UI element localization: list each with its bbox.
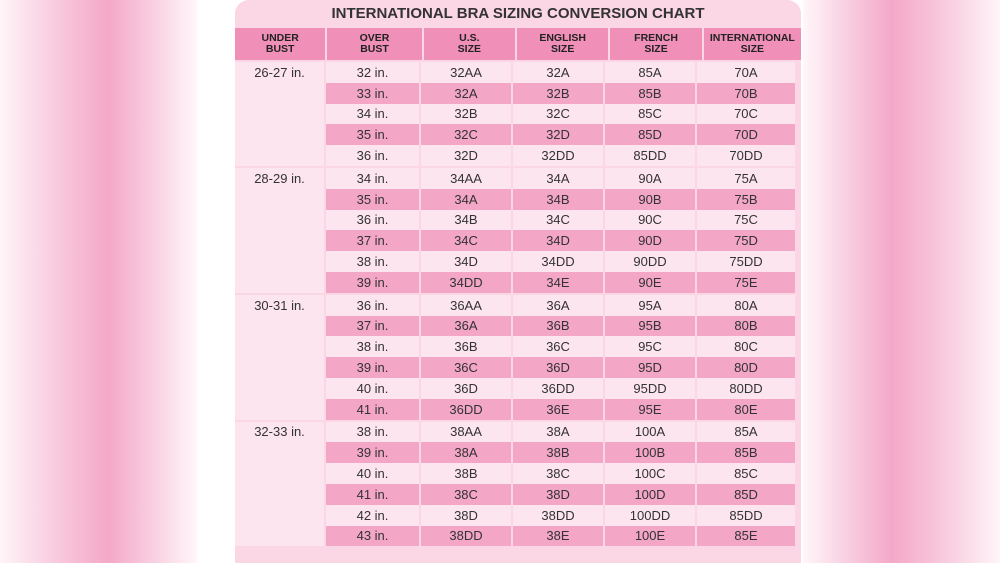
english-size-cell: 38B bbox=[513, 442, 605, 463]
header-line: UNDER bbox=[261, 32, 299, 44]
header-line: SIZE bbox=[740, 43, 765, 55]
french-size-cell: 95D bbox=[605, 357, 697, 378]
english-size-cell: 34DD bbox=[513, 251, 605, 272]
size-group bbox=[235, 62, 801, 166]
background-right bbox=[803, 0, 1000, 563]
english-size-cell: 32D bbox=[513, 124, 605, 145]
header-line: U.S. bbox=[459, 32, 480, 44]
us-size-cell: 38B bbox=[421, 463, 513, 484]
over-bust-cell: 34 in. bbox=[326, 104, 421, 125]
chart-panel bbox=[197, 0, 803, 563]
us-size-cell: 32D bbox=[421, 145, 513, 166]
french-size-cell: 85DD bbox=[605, 145, 697, 166]
french-size-cell: 95B bbox=[605, 316, 697, 337]
size-group bbox=[235, 295, 801, 420]
international-size-cell: 85D bbox=[697, 484, 795, 505]
international-size-cell: 75E bbox=[697, 272, 795, 293]
over-bust-cell: 38 in. bbox=[326, 336, 421, 357]
over-bust-cell: 41 in. bbox=[326, 484, 421, 505]
us-size-cell: 34D bbox=[421, 251, 513, 272]
over-bust-cell: 37 in. bbox=[326, 230, 421, 251]
header-line: OVER bbox=[359, 32, 390, 44]
french-size-cell: 95DD bbox=[605, 378, 697, 399]
us-size-cell: 38A bbox=[421, 442, 513, 463]
english-size-cell: 38C bbox=[513, 463, 605, 484]
over-bust-cell: 35 in. bbox=[326, 124, 421, 145]
over-bust-cell: 37 in. bbox=[326, 316, 421, 337]
english-size-cell: 34C bbox=[513, 210, 605, 231]
french-size-cell: 100B bbox=[605, 442, 697, 463]
english-size-cell: 34D bbox=[513, 230, 605, 251]
international-size-cell: 75A bbox=[697, 168, 795, 189]
over-bust-cell: 42 in. bbox=[326, 505, 421, 526]
french-size-cell: 85D bbox=[605, 124, 697, 145]
header-french-size bbox=[610, 28, 703, 60]
size-group bbox=[235, 422, 801, 547]
over-bust-cell: 43 in. bbox=[326, 526, 421, 547]
header-line: SIZE bbox=[457, 43, 482, 55]
english-size-cell: 36C bbox=[513, 336, 605, 357]
header-international-size bbox=[704, 28, 801, 60]
under-bust-label: 32-33 in. bbox=[254, 424, 305, 440]
us-size-cell: 36C bbox=[421, 357, 513, 378]
conversion-chart bbox=[235, 0, 801, 563]
international-size-cell: 70A bbox=[697, 62, 795, 83]
us-size-cell: 32C bbox=[421, 124, 513, 145]
us-size-cell: 34AA bbox=[421, 168, 513, 189]
french-size-cell: 95E bbox=[605, 399, 697, 420]
us-size-cell: 36D bbox=[421, 378, 513, 399]
us-size-cell: 32AA bbox=[421, 62, 513, 83]
over-bust-cell: 40 in. bbox=[326, 378, 421, 399]
header-english-size bbox=[517, 28, 610, 60]
international-size-cell: 80C bbox=[697, 336, 795, 357]
over-bust-cell: 38 in. bbox=[326, 422, 421, 443]
international-size-cell: 85B bbox=[697, 442, 795, 463]
english-size-cell: 38E bbox=[513, 526, 605, 547]
over-bust-cell: 36 in. bbox=[326, 145, 421, 166]
french-size-cell: 90E bbox=[605, 272, 697, 293]
english-size-cell: 38DD bbox=[513, 505, 605, 526]
french-size-cell: 85C bbox=[605, 104, 697, 125]
over-bust-cell: 40 in. bbox=[326, 463, 421, 484]
french-size-cell: 85B bbox=[605, 83, 697, 104]
us-size-cell: 38AA bbox=[421, 422, 513, 443]
header-line: FRENCH bbox=[634, 32, 678, 44]
international-size-cell: 70C bbox=[697, 104, 795, 125]
international-size-cell: 85E bbox=[697, 526, 795, 547]
french-size-cell: 100E bbox=[605, 526, 697, 547]
international-size-cell: 85A bbox=[697, 422, 795, 443]
french-size-cell: 95C bbox=[605, 336, 697, 357]
header-line: SIZE bbox=[551, 43, 575, 55]
over-bust-cell: 36 in. bbox=[326, 210, 421, 231]
english-size-cell: 32A bbox=[513, 62, 605, 83]
us-size-cell: 36B bbox=[421, 336, 513, 357]
international-size-cell: 75B bbox=[697, 189, 795, 210]
background-left bbox=[0, 0, 197, 563]
french-size-cell: 90D bbox=[605, 230, 697, 251]
header-over-bust bbox=[327, 28, 423, 60]
english-size-cell: 38A bbox=[513, 422, 605, 443]
international-size-cell: 80DD bbox=[697, 378, 795, 399]
header-under-bust bbox=[235, 28, 327, 60]
english-size-cell: 32C bbox=[513, 104, 605, 125]
over-bust-cell: 39 in. bbox=[326, 272, 421, 293]
international-size-cell: 70B bbox=[697, 83, 795, 104]
english-size-cell: 36E bbox=[513, 399, 605, 420]
header-line: ENGLISH bbox=[539, 32, 587, 44]
international-size-cell: 75DD bbox=[697, 251, 795, 272]
english-size-cell: 32DD bbox=[513, 145, 605, 166]
over-bust-cell: 32 in. bbox=[326, 62, 421, 83]
chart-title: INTERNATIONAL BRA SIZING CONVERSION CHART bbox=[235, 0, 801, 28]
international-size-cell: 70D bbox=[697, 124, 795, 145]
over-bust-cell: 35 in. bbox=[326, 189, 421, 210]
english-size-cell: 34A bbox=[513, 168, 605, 189]
us-size-cell: 32A bbox=[421, 83, 513, 104]
over-bust-cell: 39 in. bbox=[326, 357, 421, 378]
international-size-cell: 85DD bbox=[697, 505, 795, 526]
us-size-cell: 38DD bbox=[421, 526, 513, 547]
international-size-cell: 80E bbox=[697, 399, 795, 420]
over-bust-cell: 39 in. bbox=[326, 442, 421, 463]
us-size-cell: 34C bbox=[421, 230, 513, 251]
english-size-cell: 38D bbox=[513, 484, 605, 505]
header-line: BUST bbox=[360, 43, 389, 55]
international-size-cell: 80B bbox=[697, 316, 795, 337]
over-bust-cell: 36 in. bbox=[326, 295, 421, 316]
french-size-cell: 100A bbox=[605, 422, 697, 443]
international-size-cell: 80A bbox=[697, 295, 795, 316]
french-size-cell: 90DD bbox=[605, 251, 697, 272]
french-size-cell: 90A bbox=[605, 168, 697, 189]
us-size-cell: 34DD bbox=[421, 272, 513, 293]
french-size-cell: 90C bbox=[605, 210, 697, 231]
english-size-cell: 36B bbox=[513, 316, 605, 337]
us-size-cell: 36A bbox=[421, 316, 513, 337]
under-bust-label: 28-29 in. bbox=[254, 170, 305, 186]
international-size-cell: 75C bbox=[697, 210, 795, 231]
us-size-cell: 32B bbox=[421, 104, 513, 125]
us-size-cell: 36AA bbox=[421, 295, 513, 316]
french-size-cell: 95A bbox=[605, 295, 697, 316]
french-size-cell: 100DD bbox=[605, 505, 697, 526]
international-size-cell: 80D bbox=[697, 357, 795, 378]
english-size-cell: 36A bbox=[513, 295, 605, 316]
under-bust-label: 30-31 in. bbox=[254, 297, 305, 313]
over-bust-cell: 41 in. bbox=[326, 399, 421, 420]
us-size-cell: 38C bbox=[421, 484, 513, 505]
us-size-cell: 38D bbox=[421, 505, 513, 526]
international-size-cell: 85C bbox=[697, 463, 795, 484]
header-line: INTERNATIONAL bbox=[709, 32, 795, 44]
over-bust-cell: 34 in. bbox=[326, 168, 421, 189]
french-size-cell: 100C bbox=[605, 463, 697, 484]
english-size-cell: 36DD bbox=[513, 378, 605, 399]
header-us-size bbox=[424, 28, 517, 60]
english-size-cell: 32B bbox=[513, 83, 605, 104]
under-bust-label: 26-27 in. bbox=[254, 64, 305, 80]
french-size-cell: 85A bbox=[605, 62, 697, 83]
size-group bbox=[235, 168, 801, 293]
us-size-cell: 34B bbox=[421, 210, 513, 231]
french-size-cell: 90B bbox=[605, 189, 697, 210]
french-size-cell: 100D bbox=[605, 484, 697, 505]
table-body bbox=[235, 62, 801, 546]
international-size-cell: 70DD bbox=[697, 145, 795, 166]
header-line: SIZE bbox=[644, 43, 668, 55]
international-size-cell: 75D bbox=[697, 230, 795, 251]
english-size-cell: 34B bbox=[513, 189, 605, 210]
over-bust-cell: 38 in. bbox=[326, 251, 421, 272]
table-header bbox=[235, 28, 801, 60]
us-size-cell: 36DD bbox=[421, 399, 513, 420]
english-size-cell: 34E bbox=[513, 272, 605, 293]
english-size-cell: 36D bbox=[513, 357, 605, 378]
over-bust-cell: 33 in. bbox=[326, 83, 421, 104]
header-line: BUST bbox=[265, 43, 295, 55]
us-size-cell: 34A bbox=[421, 189, 513, 210]
